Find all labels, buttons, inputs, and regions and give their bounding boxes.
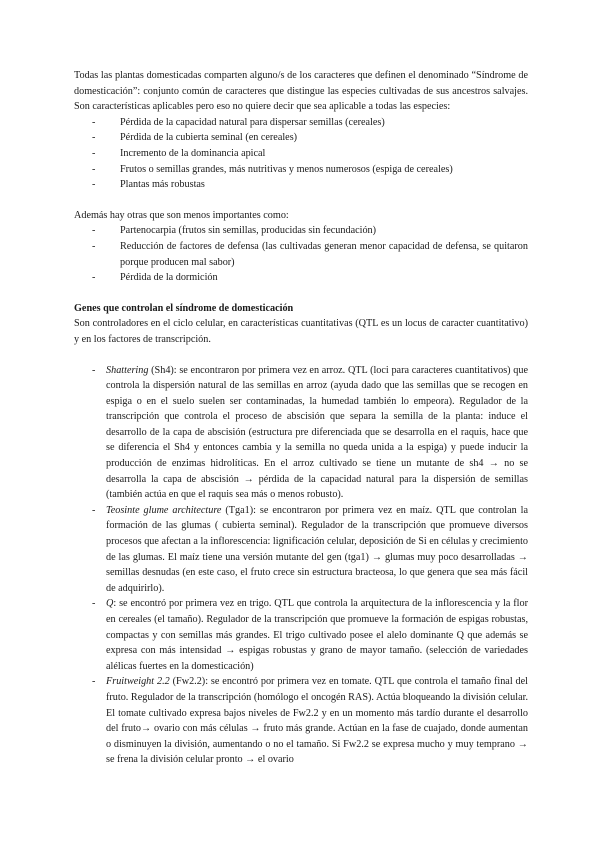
- gene-description: (Sh4): se encontraron por primera vez en arroz. QTL (loci para caracteres cuantitativos) que controla la dispersión natural de las semillas en arroz (ayuda dado que las semillas que se recogen en espiga o en el suelo suelen ser contaminadas, la humedad también lo empeora). Regulador de la transcripción que controla el proceso de abscisión que separa la semilla de la planta: induce el desarrollo de la capa de abscisión (estructura pre diferenciada que se desarrolla en el raquis, hace que se diferencia el Sh4 y entonces cambia y la semilla no queda unida a la espiga) y puede inducir la producción de enzimas hidrolíticas. En el arroz cultivado se tiene un mutante de sh4 → no se desarrolla la capa de abscisión → pérdida de la capacidad natural para la dispersión de semillas (también actúa en que el raquis sea más o menos robusto).: [106, 364, 528, 501]
- gene-name: Q: [106, 598, 114, 610]
- secondary-traits-list: [74, 223, 528, 285]
- list-item: - Frutos o semillas grandes, más nutritivas y menos numerosos (espiga de cereales): [74, 162, 528, 178]
- gene-item-tga1: [74, 503, 528, 597]
- list-item: - Pérdida de la capacidad natural para dispersar semillas (cereales): [74, 115, 528, 131]
- gene-item-fw22: [74, 674, 528, 768]
- domestication-traits-list: [74, 115, 528, 193]
- section-intro: Son controladores en el ciclo celular, en características cuantitativas (QTL es un locus de caracter cuantitativo) y en los factores de transcripción.: [74, 318, 528, 345]
- gene-name: Teosinte glume architecture: [106, 504, 222, 516]
- genes-list: [74, 363, 528, 768]
- secondary-intro: Además hay otras que son menos importantes como:: [74, 209, 289, 221]
- gene-description: (Tga1): se encontraron por primera vez en maíz. QTL que controlan la formación de las glumas ( cubierta seminal). Regulador de la transcripción que promueve diversos procesos que afectan a la inflorescencia: lignificación celular, deposición de Si en células y crecimiento de las glumas. El maíz tiene una versión mutante del gen (tga1) → glumas muy poco desarrolladas → semillas desnudas (en este caso, el fruto crece sin estructura bracteosa, lo que genera que sea más fácil de adquirirlo).: [106, 504, 529, 594]
- intro-paragraph: Todas las plantas domesticadas comparten alguno/s de los caracteres que definen el denominado “Síndrome de domesticación”: conjunto común de caracteres que distingue las especies cultivadas de sus ancestros salvajes. Son características aplicables pero eso no quiere decir que sea aplicable a todas las especies:: [74, 70, 528, 113]
- list-item: - Pérdida de la cubierta seminal (en cereales): [74, 130, 528, 146]
- section-heading: Genes que controlan el síndrome de domesticación: [74, 302, 294, 314]
- gene-name: Shattering: [106, 364, 149, 376]
- list-item: - Plantas más robustas: [74, 177, 528, 193]
- list-item: - Incremento de la dominancia apical: [74, 146, 528, 162]
- gene-description: (Fw2.2): se encontró por primera vez en tomate. QTL que controla el tamaño final del fruto. Regulador de la transcripción (homólogo el oncogén RAS). Actúa bloqueando la división celular. El tomate cultivado expresa bajos niveles de Fw2.2 y en un momento más tardío durante el desarrollo del fruto→ ovario con más células → fruto más grande. Actúan en la fase de cuajado, donde aumentan o disminuyen la división, aumentando o no el tamaño. Si Fw2.2 se expresa mucho y muy temprano → se frena la división celular pronto → el ovario: [106, 676, 528, 766]
- gene-description: : se encontró por primera vez en trigo. QTL que controla la arquitectura de la inflorescencia y la flor en cereales (el tamaño). Regulador de la transcripción que promueve la formación de espigas robustas, compactas y con semillas más grandes. El trigo cultivado posee el alelo dominante Q que además se expresa con más intensidad → espigas robustas y grano de mayor tamaño. (selección de variedades alélicas fuertes en la domesticación): [106, 598, 528, 672]
- gene-item-q: [74, 596, 528, 674]
- list-item: - Partenocarpia (frutos sin semillas, producidas sin fecundación): [74, 223, 528, 239]
- gene-name: Fruitweight 2.2: [106, 676, 170, 688]
- list-item: - Pérdida de la dormición: [74, 270, 528, 286]
- list-item: - Reducción de factores de defensa (las cultivadas generan menor capacidad de defensa, se quitaron porque producen mal sabor): [74, 239, 528, 270]
- gene-item-sh4: [74, 363, 528, 503]
